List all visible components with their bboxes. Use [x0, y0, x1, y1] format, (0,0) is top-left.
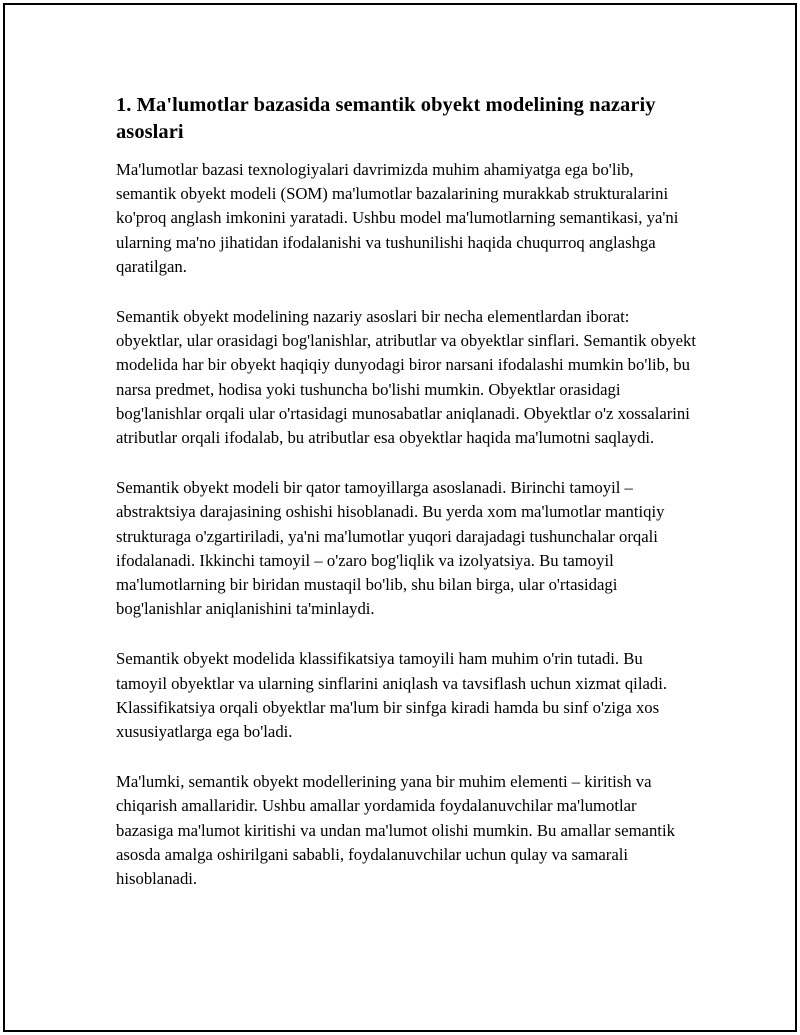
- paragraph-theoretical-basis: Semantik obyekt modelining nazariy asoslari bir necha elementlardan iborat: obyektlar, ular orasidagi bog'lanishlar, atributlar va obyektlar sinflari. Semantik obyekt modelida har bir obyekt haqiqiy dunyodagi biror narsani ifodalashi mumkin bo'lib, bu narsa predmet, hodisa yoki tushuncha bo'lishi mumkin. Obyektlar orasidagi bog'lanishlar orqali ular o'rtasidagi munosabatlar aniqlanadi. Obyektlar o'z xossalarini atributlar orqali ifodalab, bu atributlar esa obyektlar haqida ma'lumotni saqlaydi.: [116, 307, 697, 448]
- paragraph-classification: Semantik obyekt modelida klassifikatsiya tamoyili ham muhim o'rin tutadi. Bu tamoyil obyektlar va ularning sinflarini aniqlash va tavsiflash uchun xizmat qiladi. Klassifikatsiya orqali obyektlar ma'lum bir sinfga kiradi hamda bu sinf o'ziga xos xususiyatlarga ega bo'ladi.: [116, 649, 668, 742]
- document-body: [116, 92, 696, 917]
- paragraph-principles: Semantik obyekt modeli bir qator tamoyillarga asoslanadi. Birinchi tamoyil – abstraktsiya darajasining oshishi hisoblanadi. Bu yerda xom ma'lumotlar mantiqiy strukturaga o'zgartiriladi, ya'ni ma'lumotlar yuqori darajadagi tushunchalar orqali ifodalanadi. Ikkinchi tamoyil – o'zaro bog'liqlik va izolyatsiya. Bu tamoyil ma'lumotlarning bir biridan mustaqil bo'lib, shu bilan birga, ular o'rtasidagi bog'lanishlar aniqlanishini ta'minlaydi.: [116, 478, 665, 619]
- section-heading: 1. Ma'lumotlar bazasida semantik obyekt modelining nazariy asoslari: [116, 94, 656, 143]
- paragraph-intro: Ma'lumotlar bazasi texnologiyalari davrimizda muhim ahamiyatga ega bo'lib, semantik obyekt modeli (SOM) ma'lumotlar bazalarining murakkab strukturalarini ko'proq anglash imkonini yaratadi. Ushbu model ma'lumotlarning semantikasi, ya'ni ularning ma'no jihatidan ifodalanishi va tushunilishi haqida chuqurroq anglashga qaratilgan.: [116, 160, 679, 276]
- paragraph-input-output: Ma'lumki, semantik obyekt modellerining yana bir muhim elementi – kiritish va chiqarish amallaridir. Ushbu amallar yordamida foydalanuvchilar ma'lumotlar bazasiga ma'lumot kiritishi va undan ma'lumot olishi mumkin. Bu amallar semantik asosda amalga oshirilgani sababli, foydalanuvchilar uchun qulay va samarali hisoblanadi.: [116, 772, 675, 889]
